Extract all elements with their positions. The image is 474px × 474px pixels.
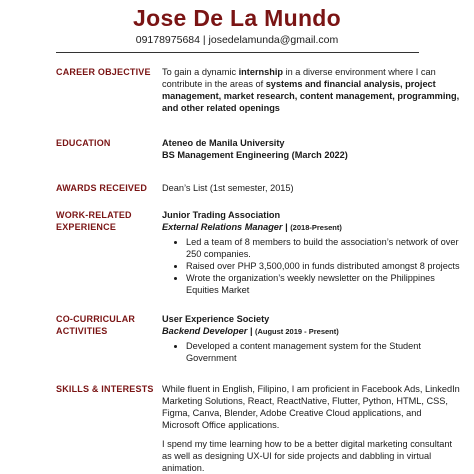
work-content	[162, 209, 460, 296]
section-label: AWARDS RECEIVED	[56, 183, 148, 193]
section-label: EDUCATION	[56, 138, 111, 148]
career-objective-text: To gain a dynamic internship in a diverse environment where I can contribute in the areas of systems and financial analysis, project management, market research, content management, programming, and other related openings	[162, 67, 460, 113]
degree: BS Management Engineering (March 2022)	[162, 150, 348, 160]
section-label: CO-CURRICULAR ACTIVITIES	[56, 314, 136, 336]
role-dates: (August 2019 - Present)	[254, 327, 339, 336]
role-title: Backend Developer |	[162, 326, 253, 336]
school-name: Ateneo de Manila University	[162, 138, 285, 148]
header-divider	[56, 52, 419, 53]
education-content	[162, 137, 460, 161]
role-dates: (2018-Present)	[290, 223, 342, 232]
list-item: • Led a team of 8 members to build the association’s network of over 250 companies.	[186, 236, 460, 260]
contact-info: 09178975684 | josedelamunda@gmail.com	[135, 34, 339, 46]
section-label: CAREER OBJECTIVE	[56, 67, 151, 77]
work-bullets	[162, 236, 460, 296]
cocurricular-bullets	[162, 340, 460, 364]
organization-name: User Experience Society	[162, 314, 270, 324]
role-line	[162, 325, 460, 338]
role-title: External Relations Manager |	[162, 222, 288, 232]
organization-name: Junior Trading Association	[162, 210, 281, 220]
interests-paragraph: I spend my time learning how to be a better digital marketing consultant as well as designing UX-UI for side projects and dabbling in virtual animation.	[162, 439, 453, 473]
skills-content	[162, 383, 460, 474]
list-item: • Developed a content management system for the Student Government	[186, 340, 460, 364]
section-label: SKILLS & INTERESTS	[56, 384, 154, 394]
resume-header	[0, 4, 474, 47]
skills-paragraph: While fluent in English, Filipino, I am proficient in Facebook Ads, LinkedIn Marketing Solutions, React, ReactNative, Flutter, Python, HTML, CSS, Figma, Canva, Blender, Adobe Creative Cloud applications, and Microsoft Office applications.	[162, 384, 460, 430]
list-item: • Wrote the organization’s weekly newsletter on the Philippines Equities Market	[186, 272, 460, 296]
cocurricular-content	[162, 313, 460, 364]
award-item: Dean’s List (1st semester, 2015)	[162, 183, 294, 193]
list-item: • Raised over PHP 3,500,000 in funds distributed amongst 8 projects	[186, 260, 460, 272]
candidate-name: Jose De La Mundo	[133, 5, 341, 31]
section-label: WORK-RELATED EXPERIENCE	[56, 210, 132, 232]
role-line	[162, 221, 460, 234]
